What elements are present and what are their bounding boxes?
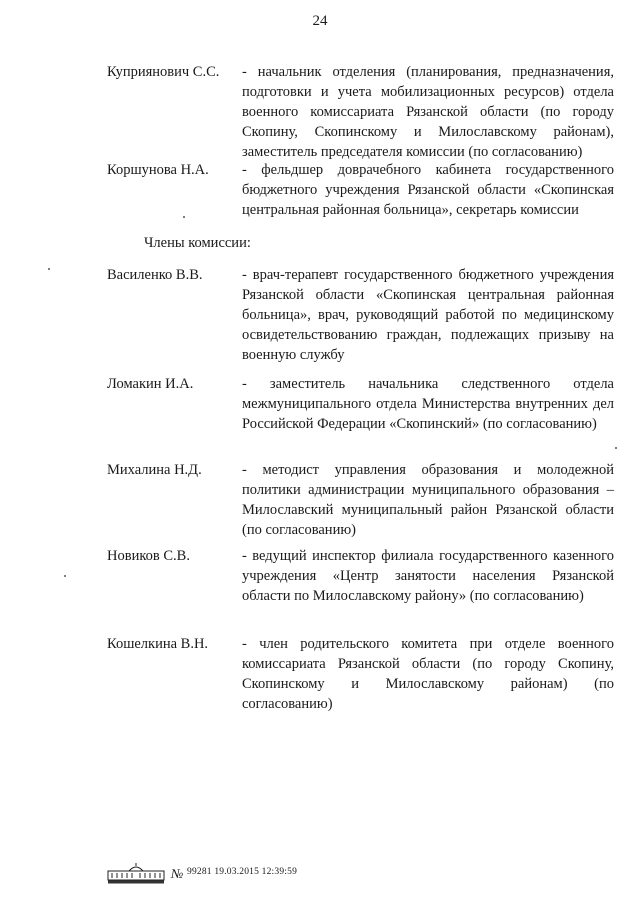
- member-role: - заместитель начальника следственного отдела межмуниципального отдела Министерства внутренних дел Российской Федерации «Скопинский» (по согласованию): [242, 376, 614, 432]
- footer-stamp: [107, 862, 407, 884]
- member-role: - член родительского комитета при отделе военного комиссариата Рязанской области (по городу Скопину, Скопинскому и Милославскому районам) (по согласованию): [242, 636, 614, 712]
- member-name: Новиков С.В.: [107, 548, 190, 564]
- scan-speck: [183, 216, 185, 218]
- page-number: 24: [312, 13, 328, 29]
- document-number-icon: №: [171, 866, 184, 881]
- member-name: Кошелкина В.Н.: [107, 636, 209, 652]
- member-name: Коршунова Н.А.: [107, 162, 209, 178]
- member-role: - методист управления образования и молодежной политики администрации муниципального образования – Милославский муниципальный район Рязанской области (по согласованию): [242, 462, 614, 538]
- member-role: - ведущий инспектор филиала государственного казенного учреждения «Центр занятости населения Рязанской области по Милославскому району» (по согласованию): [242, 548, 614, 604]
- member-role: - врач-терапевт государственного бюджетного учреждения Рязанской области «Скопинская центральная районная больница», врач, руководящий работой по медицинскому освидетельствованию граждан, подлежащих призыву на военную службу: [242, 267, 614, 363]
- building-logo-icon: [107, 862, 165, 884]
- scan-speck: [64, 575, 66, 577]
- member-name: Куприянович С.С.: [107, 64, 220, 80]
- registration-stamp-text: 99281 19.03.2015 12:39:59: [187, 867, 298, 877]
- member-name: Василенко В.В.: [107, 267, 203, 283]
- scan-speck: [48, 268, 50, 270]
- member-role: - начальник отделения (планирования, предназначения, подготовки и учета мобилизационных ресурсов) отдела военного комиссариата Рязанской области (по городу Скопину, Скопинскому и Милославскому районам), заместитель председателя комиссии (по согласованию): [242, 64, 614, 160]
- member-name: Михалина Н.Д.: [107, 462, 202, 478]
- members-header: Члены комиссии:: [144, 235, 251, 251]
- member-name: Ломакин И.А.: [107, 376, 194, 392]
- scan-speck: [615, 447, 617, 449]
- member-role: - фельдшер доврачебного кабинета государственного бюджетного учреждения Рязанской области «Скопинская центральная районная больница», секретарь комиссии: [242, 162, 614, 218]
